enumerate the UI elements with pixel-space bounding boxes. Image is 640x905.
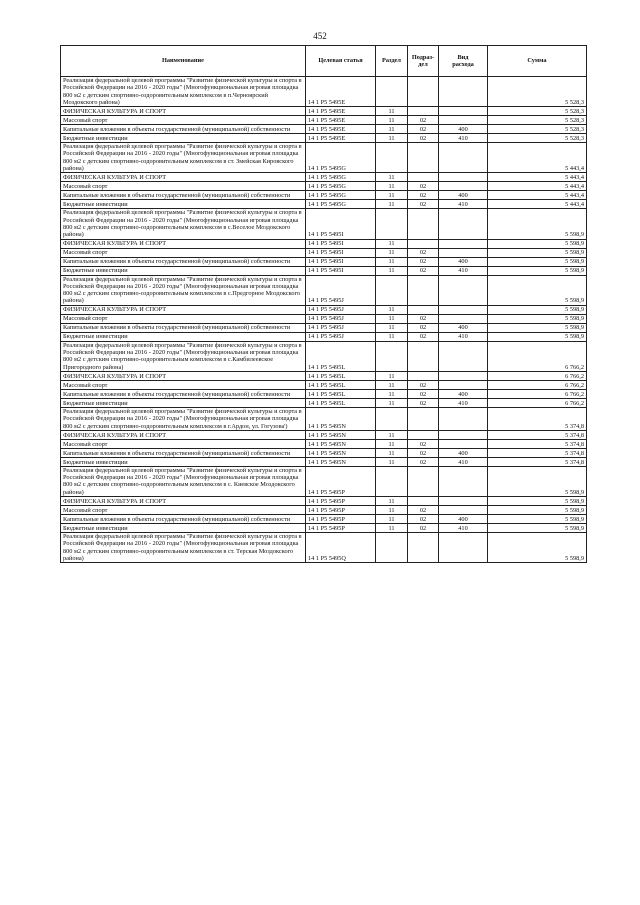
row-name-cell: Реализация федеральной целевой программы "Развитие физической культуры и спорта в Российской Федерации на 2016 - 2020 годы" (Многофункциональная игровая площадка 800 м2 с детским спортивно-оздоровительным комплексом в г.Ардон, ул. Гогузова') — [61, 407, 306, 430]
row-target-article-cell: 14 1 Р5 5495J — [306, 275, 376, 305]
row-expense-type-cell: 410 — [439, 266, 488, 275]
row-section-cell: 11 — [376, 191, 408, 200]
row-subsection-cell: 02 — [408, 191, 439, 200]
row-name-cell: Бюджетные инвестиции — [61, 200, 306, 209]
table-row — [61, 380, 587, 389]
row-target-article-cell: 14 1 Р5 5495Q — [306, 533, 376, 563]
row-expense-type-cell — [439, 341, 488, 371]
table-row — [61, 407, 587, 430]
row-amount-cell: 5 598,9 — [488, 497, 587, 506]
row-target-article-cell: 14 1 Р5 5495N — [306, 439, 376, 448]
row-subsection-cell: 02 — [408, 398, 439, 407]
row-name-cell: Бюджетные инвестиции — [61, 398, 306, 407]
row-target-article-cell: 14 1 Р5 5495I — [306, 257, 376, 266]
row-subsection-cell: 02 — [408, 439, 439, 448]
row-amount-cell: 5 598,9 — [488, 248, 587, 257]
row-subsection-cell — [408, 407, 439, 430]
row-subsection-cell: 02 — [408, 125, 439, 134]
row-target-article-cell: 14 1 Р5 5495P — [306, 466, 376, 496]
row-expense-type-cell — [439, 380, 488, 389]
row-subsection-cell — [408, 77, 439, 107]
row-subsection-cell — [408, 430, 439, 439]
row-subsection-cell — [408, 305, 439, 314]
row-target-article-cell: 14 1 Р5 5495G — [306, 143, 376, 173]
table-row — [61, 515, 587, 524]
row-amount-cell: 5 598,9 — [488, 524, 587, 533]
row-section-cell: 11 — [376, 371, 408, 380]
table-row — [61, 332, 587, 341]
row-name-cell: Массовый спорт — [61, 314, 306, 323]
row-expense-type-cell — [439, 275, 488, 305]
row-expense-type-cell — [439, 506, 488, 515]
row-name-cell: Капитальные вложения в объекты государственной (муниципальной) собственности — [61, 191, 306, 200]
row-expense-type-cell — [439, 497, 488, 506]
row-target-article-cell: 14 1 Р5 5495N — [306, 407, 376, 430]
row-target-article-cell: 14 1 Р5 5495Е — [306, 125, 376, 134]
row-subsection-cell: 02 — [408, 506, 439, 515]
row-name-cell: ФИЗИЧЕСКАЯ КУЛЬТУРА И СПОРТ — [61, 497, 306, 506]
row-name-cell: ФИЗИЧЕСКАЯ КУЛЬТУРА И СПОРТ — [61, 107, 306, 116]
row-section-cell: 11 — [376, 125, 408, 134]
row-section-cell: 11 — [376, 248, 408, 257]
row-amount-cell: 5 374,8 — [488, 439, 587, 448]
row-name-cell: Реализация федеральной целевой программы "Развитие физической культуры и спорта в Российской Федерации на 2016 - 2020 годы" (Многофункциональная игровая площадка 800 м2 с детским спортивно-оздоровительным комплексом в с. Киевское Моздокского района) — [61, 466, 306, 496]
row-subsection-cell: 02 — [408, 116, 439, 125]
table-row — [61, 448, 587, 457]
row-name-cell: Бюджетные инвестиции — [61, 266, 306, 275]
row-target-article-cell: 14 1 Р5 5495P — [306, 497, 376, 506]
row-target-article-cell: 14 1 Р5 5495N — [306, 448, 376, 457]
row-name-cell: Реализация федеральной целевой программы "Развитие физической культуры и спорта в Российской Федерации на 2016 - 2020 годы" (Многофункциональная игровая площадка 800 м2 с детским спортивно-оздоровительным комплексом в п.Черноярский Моздокского района) — [61, 77, 306, 107]
row-subsection-cell: 02 — [408, 448, 439, 457]
row-expense-type-cell: 400 — [439, 448, 488, 457]
row-subsection-cell — [408, 341, 439, 371]
row-section-cell — [376, 341, 408, 371]
row-section-cell — [376, 209, 408, 239]
row-target-article-cell: 14 1 Р5 5495I — [306, 209, 376, 239]
row-amount-cell: 6 766,2 — [488, 398, 587, 407]
row-section-cell: 11 — [376, 524, 408, 533]
row-name-cell: Реализация федеральной целевой программы "Развитие физической культуры и спорта в Российской Федерации на 2016 - 2020 годы" (Многофункциональная игровая площадка 800 м2 с детским спортивно-оздоровительным комплексом в с.Предгорное Моздокского района) — [61, 275, 306, 305]
row-name-cell: Массовый спорт — [61, 439, 306, 448]
row-subsection-cell — [408, 209, 439, 239]
row-subsection-cell — [408, 143, 439, 173]
row-section-cell: 11 — [376, 497, 408, 506]
row-name-cell: Массовый спорт — [61, 182, 306, 191]
table-row — [61, 125, 587, 134]
header-section: Раздел — [376, 46, 408, 77]
row-section-cell: 11 — [376, 257, 408, 266]
row-amount-cell: 6 766,2 — [488, 371, 587, 380]
row-amount-cell: 5 598,9 — [488, 266, 587, 275]
table-row — [61, 173, 587, 182]
row-target-article-cell: 14 1 Р5 5495L — [306, 398, 376, 407]
row-expense-type-cell — [439, 77, 488, 107]
table-row — [61, 398, 587, 407]
row-expense-type-cell — [439, 116, 488, 125]
row-amount-cell: 6 766,2 — [488, 389, 587, 398]
row-amount-cell: 5 598,9 — [488, 257, 587, 266]
row-subsection-cell: 02 — [408, 134, 439, 143]
row-subsection-cell: 02 — [408, 257, 439, 266]
row-expense-type-cell — [439, 314, 488, 323]
row-section-cell — [376, 275, 408, 305]
row-amount-cell: 6 766,2 — [488, 341, 587, 371]
row-section-cell: 11 — [376, 332, 408, 341]
row-name-cell: Массовый спорт — [61, 380, 306, 389]
row-amount-cell: 5 374,8 — [488, 448, 587, 457]
row-expense-type-cell: 410 — [439, 332, 488, 341]
row-name-cell: Реализация федеральной целевой программы "Развитие физической культуры и спорта в Российской Федерации на 2016 - 2020 годы" (Многофункциональная игровая площадка 800 м2 с детским спортивно-оздоровительным комплексом в с.Веселое Моздокского района) — [61, 209, 306, 239]
row-amount-cell: 5 374,8 — [488, 457, 587, 466]
row-subsection-cell: 02 — [408, 457, 439, 466]
row-expense-type-cell — [439, 371, 488, 380]
row-subsection-cell: 02 — [408, 389, 439, 398]
row-subsection-cell: 02 — [408, 248, 439, 257]
row-amount-cell: 5 528,3 — [488, 125, 587, 134]
table-row — [61, 389, 587, 398]
row-subsection-cell: 02 — [408, 266, 439, 275]
row-amount-cell: 5 598,9 — [488, 332, 587, 341]
row-expense-type-cell: 410 — [439, 134, 488, 143]
row-expense-type-cell — [439, 239, 488, 248]
table-row — [61, 439, 587, 448]
row-section-cell — [376, 533, 408, 563]
row-target-article-cell: 14 1 Р5 5495G — [306, 173, 376, 182]
row-section-cell — [376, 77, 408, 107]
table-row — [61, 266, 587, 275]
header-amount: Сумма — [488, 46, 587, 77]
row-name-cell: Массовый спорт — [61, 506, 306, 515]
row-subsection-cell: 02 — [408, 323, 439, 332]
row-expense-type-cell — [439, 439, 488, 448]
row-section-cell: 11 — [376, 430, 408, 439]
row-expense-type-cell: 400 — [439, 125, 488, 134]
header-name: Наименование — [61, 46, 306, 77]
row-amount-cell: 5 598,9 — [488, 314, 587, 323]
table-row — [61, 497, 587, 506]
row-section-cell: 11 — [376, 134, 408, 143]
row-target-article-cell: 14 1 Р5 5495P — [306, 515, 376, 524]
row-amount-cell: 5 374,8 — [488, 430, 587, 439]
row-section-cell — [376, 407, 408, 430]
row-section-cell — [376, 143, 408, 173]
row-target-article-cell: 14 1 Р5 5495Е — [306, 116, 376, 125]
table-row — [61, 524, 587, 533]
row-amount-cell: 5 528,3 — [488, 77, 587, 107]
row-target-article-cell: 14 1 Р5 5495I — [306, 266, 376, 275]
row-target-article-cell: 14 1 Р5 5495I — [306, 248, 376, 257]
row-expense-type-cell — [439, 430, 488, 439]
row-section-cell: 11 — [376, 305, 408, 314]
row-amount-cell: 5 598,9 — [488, 239, 587, 248]
table-row — [61, 209, 587, 239]
row-name-cell: Бюджетные инвестиции — [61, 134, 306, 143]
row-target-article-cell: 14 1 Р5 5495G — [306, 191, 376, 200]
page-number: 452 — [313, 31, 327, 41]
table-row — [61, 506, 587, 515]
row-section-cell: 11 — [376, 314, 408, 323]
row-expense-type-cell — [439, 466, 488, 496]
row-subsection-cell: 02 — [408, 200, 439, 209]
header-target-article: Целевая статья — [306, 46, 376, 77]
row-target-article-cell: 14 1 Р5 5495P — [306, 524, 376, 533]
budget-table — [60, 45, 587, 563]
row-amount-cell: 5 443,4 — [488, 182, 587, 191]
row-name-cell: ФИЗИЧЕСКАЯ КУЛЬТУРА И СПОРТ — [61, 173, 306, 182]
table-row — [61, 533, 587, 563]
row-expense-type-cell — [439, 182, 488, 191]
row-name-cell: ФИЗИЧЕСКАЯ КУЛЬТУРА И СПОРТ — [61, 239, 306, 248]
row-section-cell: 11 — [376, 200, 408, 209]
row-expense-type-cell: 400 — [439, 515, 488, 524]
table-row — [61, 116, 587, 125]
row-target-article-cell: 14 1 Р5 5495G — [306, 182, 376, 191]
row-target-article-cell: 14 1 Р5 5495N — [306, 430, 376, 439]
row-target-article-cell: 14 1 Р5 5495Е — [306, 77, 376, 107]
row-expense-type-cell: 410 — [439, 200, 488, 209]
row-amount-cell: 5 598,9 — [488, 305, 587, 314]
row-section-cell: 11 — [376, 323, 408, 332]
table-row — [61, 314, 587, 323]
table-row — [61, 77, 587, 107]
row-amount-cell: 6 766,2 — [488, 380, 587, 389]
row-section-cell: 11 — [376, 239, 408, 248]
row-name-cell: Капитальные вложения в объекты государственной (муниципальной) собственности — [61, 257, 306, 266]
table-row — [61, 430, 587, 439]
row-expense-type-cell: 400 — [439, 257, 488, 266]
table-row — [61, 371, 587, 380]
row-name-cell: ФИЗИЧЕСКАЯ КУЛЬТУРА И СПОРТ — [61, 430, 306, 439]
row-expense-type-cell — [439, 407, 488, 430]
row-subsection-cell — [408, 497, 439, 506]
row-section-cell: 11 — [376, 457, 408, 466]
row-name-cell: Массовый спорт — [61, 116, 306, 125]
row-amount-cell: 5 374,8 — [488, 407, 587, 430]
row-subsection-cell: 02 — [408, 332, 439, 341]
row-name-cell: Реализация федеральной целевой программы "Развитие физической культуры и спорта в Российской Федерации на 2016 - 2020 годы" (Многофункциональная игровая площадка 800 м2 с детским спортивно-оздоровительным комплексом в ст. Терская Моздокского района) — [61, 533, 306, 563]
table-row — [61, 457, 587, 466]
row-target-article-cell: 14 1 Р5 5495L — [306, 380, 376, 389]
row-amount-cell: 5 598,9 — [488, 506, 587, 515]
row-subsection-cell: 02 — [408, 182, 439, 191]
row-section-cell: 11 — [376, 266, 408, 275]
row-target-article-cell: 14 1 Р5 5495J — [306, 323, 376, 332]
row-section-cell: 11 — [376, 448, 408, 457]
row-subsection-cell: 02 — [408, 380, 439, 389]
row-expense-type-cell: 400 — [439, 191, 488, 200]
row-expense-type-cell: 400 — [439, 323, 488, 332]
table-row — [61, 466, 587, 496]
row-subsection-cell — [408, 466, 439, 496]
row-section-cell: 11 — [376, 398, 408, 407]
table-header-row — [61, 46, 587, 77]
row-target-article-cell: 14 1 Р5 5495P — [306, 506, 376, 515]
row-amount-cell: 5 598,9 — [488, 275, 587, 305]
row-name-cell: Капитальные вложения в объекты государственной (муниципальной) собственности — [61, 515, 306, 524]
row-subsection-cell — [408, 239, 439, 248]
row-amount-cell: 5 598,9 — [488, 533, 587, 563]
table-row — [61, 305, 587, 314]
row-amount-cell: 5 443,4 — [488, 191, 587, 200]
row-subsection-cell — [408, 533, 439, 563]
table-row — [61, 323, 587, 332]
row-expense-type-cell — [439, 305, 488, 314]
row-subsection-cell: 02 — [408, 524, 439, 533]
row-expense-type-cell — [439, 143, 488, 173]
row-expense-type-cell: 410 — [439, 457, 488, 466]
row-subsection-cell — [408, 173, 439, 182]
row-section-cell: 11 — [376, 389, 408, 398]
row-target-article-cell: 14 1 Р5 5495L — [306, 389, 376, 398]
row-section-cell: 11 — [376, 107, 408, 116]
row-section-cell: 11 — [376, 182, 408, 191]
row-target-article-cell: 14 1 Р5 5495G — [306, 200, 376, 209]
table-row — [61, 341, 587, 371]
table-row — [61, 239, 587, 248]
row-name-cell: Капитальные вложения в объекты государственной (муниципальной) собственности — [61, 389, 306, 398]
row-name-cell: Бюджетные инвестиции — [61, 524, 306, 533]
row-target-article-cell: 14 1 Р5 5495J — [306, 305, 376, 314]
row-expense-type-cell — [439, 173, 488, 182]
row-name-cell: Бюджетные инвестиции — [61, 332, 306, 341]
row-target-article-cell: 14 1 Р5 5495Е — [306, 107, 376, 116]
row-section-cell: 11 — [376, 439, 408, 448]
row-section-cell: 11 — [376, 380, 408, 389]
row-name-cell: Реализация федеральной целевой программы "Развитие физической культуры и спорта в Российской Федерации на 2016 - 2020 годы" (Многофункциональная игровая площадка 800 м2 с детским спортивно-оздоровительным комплексом в с.Камбилеевское Пригородного района) — [61, 341, 306, 371]
table-row — [61, 143, 587, 173]
row-target-article-cell: 14 1 Р5 5495N — [306, 457, 376, 466]
row-name-cell: Реализация федеральной целевой программы "Развитие физической культуры и спорта в Российской Федерации на 2016 - 2020 годы" (Многофункциональная игровая площадка 800 м2 с детским спортивно-оздоровительным комплексом в ст. Змейская Кировского района) — [61, 143, 306, 173]
row-name-cell: Капитальные вложения в объекты государственной (муниципальной) собственности — [61, 448, 306, 457]
row-expense-type-cell — [439, 248, 488, 257]
row-section-cell: 11 — [376, 506, 408, 515]
row-name-cell: ФИЗИЧЕСКАЯ КУЛЬТУРА И СПОРТ — [61, 305, 306, 314]
row-amount-cell: 5 528,3 — [488, 107, 587, 116]
table-row — [61, 248, 587, 257]
row-expense-type-cell — [439, 209, 488, 239]
row-amount-cell: 5 443,4 — [488, 200, 587, 209]
row-section-cell: 11 — [376, 515, 408, 524]
row-target-article-cell: 14 1 Р5 5495J — [306, 314, 376, 323]
row-amount-cell: 5 443,4 — [488, 173, 587, 182]
row-subsection-cell: 02 — [408, 314, 439, 323]
row-expense-type-cell: 410 — [439, 524, 488, 533]
table-row — [61, 134, 587, 143]
header-expense-type: Вид расхода — [439, 46, 488, 77]
row-subsection-cell: 02 — [408, 515, 439, 524]
table-row — [61, 182, 587, 191]
row-name-cell: Капитальные вложения в объекты государственной (муниципальной) собственности — [61, 125, 306, 134]
header-subsection: Подраз- дел — [408, 46, 439, 77]
row-expense-type-cell: 410 — [439, 398, 488, 407]
row-amount-cell: 5 598,9 — [488, 209, 587, 239]
row-section-cell: 11 — [376, 173, 408, 182]
row-subsection-cell — [408, 371, 439, 380]
row-target-article-cell: 14 1 Р5 5495I — [306, 239, 376, 248]
table-row — [61, 107, 587, 116]
row-amount-cell: 5 528,3 — [488, 116, 587, 125]
row-target-article-cell: 14 1 Р5 5495J — [306, 332, 376, 341]
table-row — [61, 200, 587, 209]
row-subsection-cell — [408, 107, 439, 116]
row-section-cell — [376, 466, 408, 496]
row-expense-type-cell — [439, 107, 488, 116]
row-amount-cell: 5 598,9 — [488, 466, 587, 496]
row-amount-cell: 5 598,9 — [488, 515, 587, 524]
row-name-cell: Массовый спорт — [61, 248, 306, 257]
row-name-cell: Капитальные вложения в объекты государственной (муниципальной) собственности — [61, 323, 306, 332]
table-row — [61, 275, 587, 305]
row-amount-cell: 5 443,4 — [488, 143, 587, 173]
row-name-cell: ФИЗИЧЕСКАЯ КУЛЬТУРА И СПОРТ — [61, 371, 306, 380]
table-row — [61, 191, 587, 200]
row-target-article-cell: 14 1 Р5 5495Е — [306, 134, 376, 143]
row-target-article-cell: 14 1 Р5 5495L — [306, 371, 376, 380]
row-expense-type-cell: 400 — [439, 389, 488, 398]
row-expense-type-cell — [439, 533, 488, 563]
row-subsection-cell — [408, 275, 439, 305]
row-amount-cell: 5 528,3 — [488, 134, 587, 143]
row-target-article-cell: 14 1 Р5 5495L — [306, 341, 376, 371]
table-row — [61, 257, 587, 266]
row-name-cell: Бюджетные инвестиции — [61, 457, 306, 466]
row-section-cell: 11 — [376, 116, 408, 125]
row-amount-cell: 5 598,9 — [488, 323, 587, 332]
